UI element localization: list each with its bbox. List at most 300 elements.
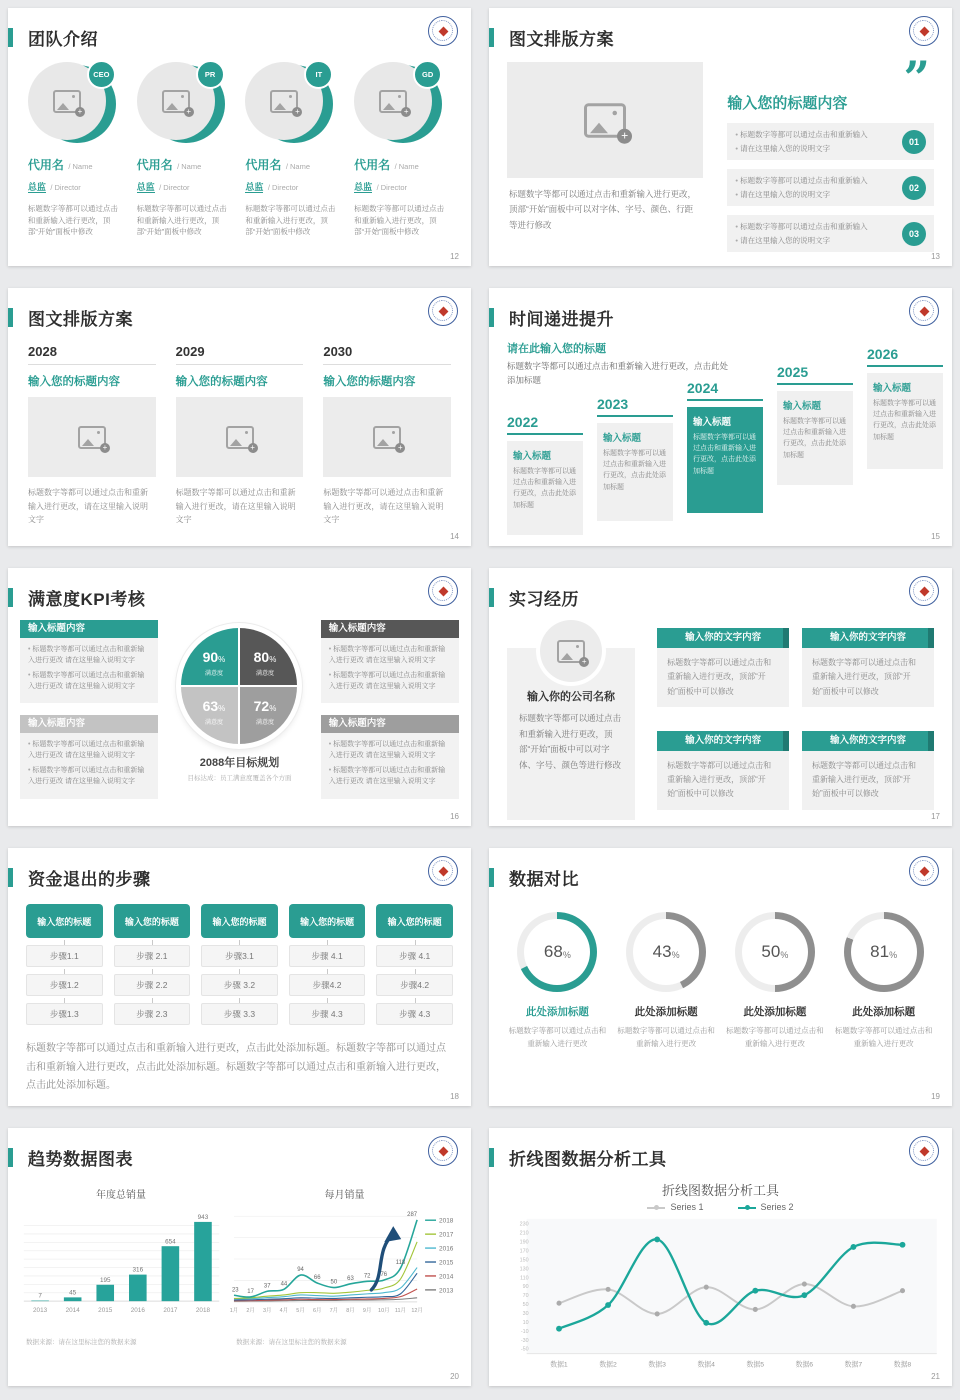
step-cell: 步骤 2.3 — [114, 1003, 191, 1025]
svg-text:9月: 9月 — [362, 1307, 372, 1314]
member-name-en: / Name — [285, 162, 311, 171]
image-placeholder-icon — [373, 426, 401, 449]
intro-body: 标题数字等都可以通过点击和重新输入进行更改，点击此处添加标题 — [507, 361, 729, 385]
school-emblem-icon — [909, 1136, 939, 1166]
svg-text:2017: 2017 — [163, 1306, 178, 1314]
avatar — [245, 62, 333, 146]
year-label: 2022 — [507, 414, 539, 430]
year-column — [323, 344, 451, 535]
slide-header — [8, 288, 471, 336]
step-cell: 步骤3.1 — [201, 945, 278, 967]
card-body: 标题数字等都可以通过点击和重新输入进行更改，顶部“开始”面板中可以修改 — [802, 648, 934, 707]
svg-text:50: 50 — [522, 1302, 529, 1309]
member-role-en: / Director — [159, 183, 190, 192]
donut-stat — [832, 906, 936, 1051]
svg-text:63: 63 — [347, 1275, 354, 1282]
member-name-en: / Name — [394, 162, 419, 171]
member-description: 标题数字等都可以通过点击和重新输入进行更改，顶部“开始”面板中修改 — [27, 204, 118, 237]
column-body: 标题数字等都可以通过点击和重新输入进行更改，请在这里输入说明文字 — [28, 488, 148, 525]
svg-text:190: 190 — [519, 1239, 529, 1246]
chart-title: 年度总销量 — [96, 1190, 147, 1201]
role-badge: PR — [196, 60, 225, 89]
step-column — [289, 904, 366, 1025]
card-body: 标题数字等都可以通过点击和重新输入进行更改，顶部“开始”面板中可以修改 — [657, 751, 789, 810]
image-placeholder-icon — [584, 103, 626, 138]
team-member-card — [354, 62, 451, 238]
step-cell: 步骤 3.2 — [201, 974, 278, 996]
analysis-line-chart — [503, 1214, 939, 1380]
svg-text:2017: 2017 — [439, 1231, 454, 1239]
page-number: 20 — [450, 1372, 459, 1381]
svg-text:2016: 2016 — [130, 1306, 145, 1314]
school-emblem-icon — [909, 856, 939, 886]
svg-text:6月: 6月 — [313, 1307, 322, 1314]
kpi-text-box: 输入标题内容 • 标题数字等都可以通过点击和重新输入进行更改 请在这里输入说明文字 • 标题数字等都可以通过点击和重新输入进行更改 请在这里输入说明文字 — [20, 620, 158, 703]
kpi-pie-chart — [181, 628, 297, 744]
box-heading: 输入标题内容 — [321, 620, 459, 638]
slide-13-image-text-layout[interactable] — [489, 8, 952, 266]
year-label: 2024 — [687, 380, 719, 396]
donut-chart: 68 % — [517, 912, 597, 992]
school-emblem-icon — [909, 16, 939, 46]
column-heading: 输入您的标题 — [376, 904, 453, 938]
image-placeholder-icon — [557, 640, 585, 663]
step-cell: 步骤1.3 — [26, 1003, 103, 1025]
slide-header — [8, 1128, 471, 1176]
step-cell: 步骤 4.3 — [376, 1003, 453, 1025]
numbered-point — [727, 215, 934, 252]
year-label: 2030 — [323, 344, 451, 365]
svg-text:287: 287 — [407, 1211, 418, 1218]
svg-text:数据2: 数据2 — [598, 1361, 617, 1369]
slide-21-line-analysis[interactable] — [489, 1128, 952, 1386]
svg-text:12月: 12月 — [411, 1307, 423, 1314]
slide-title: 时间递进提升 — [509, 309, 614, 329]
image-placeholder-icon — [53, 90, 81, 113]
donut-heading: 此处添加标题 — [852, 1006, 916, 1018]
card-heading: 输入你的文字内容 — [802, 731, 934, 751]
title-accent-bar — [8, 308, 13, 327]
column-heading: 输入您的标题 — [201, 904, 278, 938]
svg-text:2014: 2014 — [65, 1306, 80, 1314]
page-number: 16 — [450, 812, 459, 821]
step-number-badge: 03 — [902, 222, 926, 246]
slide-header — [8, 568, 471, 616]
svg-text:数据4: 数据4 — [696, 1361, 715, 1369]
team-member-card — [245, 62, 342, 238]
point-line: • 请在这里输入您的说明文字 — [735, 234, 892, 248]
slide-header — [489, 1128, 952, 1176]
card-body: 标题数字等都可以通过点击和重新输入进行更改，顶部“开始”面板中可以修改 — [802, 751, 934, 810]
slide-header — [489, 8, 952, 56]
member-role: 总监 — [136, 182, 155, 192]
svg-text:10月: 10月 — [378, 1307, 390, 1314]
svg-text:37: 37 — [264, 1283, 271, 1290]
svg-text:2015: 2015 — [98, 1306, 113, 1314]
page-number: 21 — [931, 1372, 940, 1381]
image-placeholder — [507, 62, 703, 178]
company-avatar — [540, 620, 602, 682]
year-label: 2023 — [597, 396, 629, 412]
svg-text:4月: 4月 — [279, 1307, 289, 1314]
step-column — [201, 904, 278, 1025]
svg-text:2018: 2018 — [439, 1217, 454, 1225]
annual-sales-bar-chart — [16, 1201, 226, 1329]
member-description: 标题数字等都可以通过点击和重新输入进行更改，顶部“开始”面板中修改 — [136, 204, 227, 237]
step-cell: 步骤1.1 — [26, 945, 103, 967]
line-chart-panel — [226, 1180, 463, 1346]
text-card — [802, 628, 934, 718]
pie-segment-label: 90% 满意度 — [202, 648, 226, 677]
svg-text:5月: 5月 — [296, 1307, 305, 1314]
point-line: • 请在这里输入您的说明文字 — [735, 188, 892, 202]
slide-20-trend-charts[interactable] — [8, 1128, 471, 1386]
point-line: • 标题数字等都可以通过点击和重新输入 — [735, 220, 892, 234]
donut-heading: 此处添加标题 — [743, 1006, 807, 1018]
donut-chart: 81 % — [844, 912, 924, 992]
timeline-step — [867, 346, 943, 469]
donut-body: 标题数字等都可以通过点击和重新输入进行更改 — [726, 1026, 824, 1048]
box-heading: 输入标题内容 — [20, 715, 158, 733]
step-column — [376, 904, 453, 1025]
title-accent-bar — [489, 1148, 494, 1167]
svg-text:90: 90 — [522, 1284, 529, 1291]
svg-text:943: 943 — [197, 1213, 209, 1221]
slide-title: 趋势数据图表 — [28, 1149, 133, 1169]
text-card — [657, 628, 789, 718]
image-caption: 标题数字等都可以通过点击和重新输入进行更改，顶部“开始”面板中可以对字体、字号、颜色、行距等进行修改 — [509, 189, 697, 230]
year-column — [176, 344, 304, 535]
member-role: 总监 — [354, 182, 373, 192]
slide-title: 图文排版方案 — [509, 29, 614, 49]
donut-body: 标题数字等都可以通过点击和重新输入进行更改 — [617, 1026, 715, 1048]
step-cell: 步骤4.2 — [376, 974, 453, 996]
year-label: 2025 — [777, 364, 809, 380]
title-accent-bar — [8, 1148, 13, 1167]
donut-heading: 此处添加标题 — [634, 1006, 698, 1018]
column-heading: 输入您的标题 — [26, 904, 103, 938]
step-cell: 步骤 4.1 — [289, 945, 366, 967]
svg-text:10: 10 — [522, 1319, 529, 1326]
donut-body: 标题数字等都可以通过点击和重新输入进行更改 — [508, 1026, 607, 1048]
pie-subcaption: 目标达成：员工满意度覆盖各个方面 — [187, 775, 292, 782]
svg-text:数据8: 数据8 — [893, 1361, 911, 1369]
slide-title: 团队介绍 — [28, 29, 98, 49]
svg-text:2014: 2014 — [439, 1273, 454, 1281]
svg-text:118: 118 — [395, 1260, 406, 1267]
section-heading: 输入您的标题内容 — [727, 95, 848, 112]
data-source-note: 数据来源：请在这里标注您的数据来源 — [26, 1339, 137, 1346]
slide-title: 折线图数据分析工具 — [509, 1149, 667, 1169]
text-card — [802, 731, 934, 821]
school-emblem-icon — [428, 856, 458, 886]
school-emblem-icon — [909, 296, 939, 326]
step-body: 标题数字等都可以通过点击和重新输入进行更改，点击此处添加标题 — [603, 450, 666, 491]
role-badge: IT — [304, 60, 333, 89]
page-number: 14 — [450, 532, 459, 541]
member-name: 代用名 — [27, 158, 64, 172]
card-heading: 输入你的文字内容 — [657, 628, 789, 648]
step-heading: 输入标题 — [693, 417, 732, 428]
team-member-card — [28, 62, 125, 238]
step-column — [114, 904, 191, 1025]
title-accent-bar — [489, 868, 494, 887]
intro-heading: 请在此输入您的标题 — [507, 343, 606, 355]
slide-15-timeline[interactable] — [489, 288, 952, 546]
company-heading: 输入你的公司名称 — [527, 691, 616, 703]
image-placeholder — [28, 397, 156, 477]
school-emblem-icon — [428, 16, 458, 46]
member-name-en: / Name — [177, 162, 202, 171]
avatar — [137, 62, 225, 146]
team-member-card — [137, 62, 234, 238]
page-number: 17 — [931, 812, 940, 821]
chart-legend — [489, 1202, 952, 1212]
svg-text:2018: 2018 — [195, 1306, 211, 1314]
slide-title: 资金退出的步骤 — [28, 869, 151, 889]
svg-text:2015: 2015 — [439, 1259, 454, 1267]
svg-text:3月: 3月 — [263, 1307, 272, 1314]
donut-chart: 43 % — [626, 912, 706, 992]
member-role-en: / Director — [376, 183, 408, 192]
company-body: 标题数字等都可以通过点击和重新输入进行更改，顶部“开始”面板中可以对字体、字号、颜色等进行修改 — [519, 713, 622, 771]
series1-swatch-icon — [647, 1207, 665, 1209]
svg-text:45: 45 — [69, 1289, 77, 1297]
svg-text:44: 44 — [280, 1281, 288, 1288]
donut-heading: 此处添加标题 — [525, 1006, 589, 1018]
svg-text:66: 66 — [313, 1275, 321, 1282]
chart-title: 每月销量 — [324, 1190, 365, 1201]
slide-header — [8, 848, 471, 896]
timeline-step — [777, 364, 853, 485]
page-number: 15 — [931, 532, 940, 541]
card-body: 标题数字等都可以通过点击和重新输入进行更改，顶部“开始”面板中可以修改 — [657, 648, 789, 707]
step-body: 标题数字等都可以通过点击和重新输入进行更改，点击此处添加标题 — [783, 418, 846, 459]
step-cell: 步骤1.2 — [26, 974, 103, 996]
svg-text:230: 230 — [519, 1221, 529, 1228]
numbered-point — [727, 169, 934, 206]
slide-14-image-text-columns[interactable] — [8, 288, 471, 546]
slide-title: 图文排版方案 — [28, 309, 133, 329]
column-heading: 输入您的标题内容 — [175, 376, 268, 388]
year-label: 2029 — [176, 344, 304, 365]
page-number: 12 — [450, 252, 459, 261]
bar-chart-panel — [16, 1180, 226, 1346]
slide-16-kpi[interactable] — [8, 568, 471, 826]
kpi-text-box: 输入标题内容 • 标题数字等都可以通过点击和重新输入进行更改 请在这里输入说明文字 • 标题数字等都可以通过点击和重新输入进行更改 请在这里输入说明文字 — [20, 715, 158, 798]
svg-text:数据5: 数据5 — [746, 1361, 764, 1369]
school-emblem-icon — [428, 576, 458, 606]
svg-text:210: 210 — [519, 1230, 529, 1237]
title-accent-bar — [8, 868, 13, 887]
chart-title: 折线图数据分析工具 — [661, 1183, 779, 1198]
svg-text:70: 70 — [522, 1293, 529, 1300]
step-body: 标题数字等都可以通过点击和重新输入进行更改，点击此处添加标题 — [873, 400, 936, 441]
svg-text:195: 195 — [99, 1276, 111, 1284]
image-placeholder-icon — [162, 90, 190, 113]
team-members — [8, 56, 471, 238]
title-accent-bar — [489, 308, 494, 327]
svg-text:-30: -30 — [520, 1337, 529, 1344]
step-number-badge: 02 — [902, 176, 926, 200]
column-heading: 输入您的标题内容 — [323, 376, 416, 388]
legend-series-2: Series 2 — [738, 1202, 794, 1212]
page-number: 13 — [931, 252, 940, 261]
slide-title: 实习经历 — [509, 589, 579, 609]
svg-text:130: 130 — [519, 1266, 529, 1273]
svg-text:2013: 2013 — [439, 1287, 454, 1295]
role-badge: GD — [413, 60, 442, 89]
column-body: 标题数字等都可以通过点击和重新输入进行更改，请在这里输入说明文字 — [323, 488, 444, 525]
pie-caption: 2088年目标规划 — [199, 757, 280, 769]
card-heading: 输入你的文字内容 — [802, 628, 934, 648]
column-heading: 输入您的标题内容 — [28, 376, 120, 388]
title-accent-bar — [8, 28, 13, 47]
slide-12-team-intro[interactable] — [8, 8, 471, 266]
member-role: 总监 — [245, 182, 264, 192]
step-number-badge: 01 — [902, 130, 926, 154]
svg-text:654: 654 — [165, 1238, 176, 1246]
svg-text:数据3: 数据3 — [647, 1361, 666, 1369]
avatar — [28, 62, 116, 146]
slide-title: 数据对比 — [509, 869, 579, 889]
svg-text:8月: 8月 — [346, 1307, 355, 1314]
image-placeholder — [176, 397, 304, 477]
role-badge: CEO — [87, 60, 116, 89]
column-body: 标题数字等都可以通过点击和重新输入进行更改，请在这里输入说明文字 — [175, 488, 296, 525]
step-body: 标题数字等都可以通过点击和重新输入进行更改，点击此处添加标题 — [693, 434, 756, 475]
slide-header — [8, 8, 471, 56]
member-name: 代用名 — [354, 158, 391, 172]
step-heading: 输入标题 — [873, 383, 912, 394]
slide-18-steps[interactable] — [8, 848, 471, 1106]
school-emblem-icon — [909, 576, 939, 606]
slide-title: 满意度KPI考核 — [28, 589, 146, 609]
avatar — [354, 62, 442, 146]
step-cell: 步骤 3.3 — [201, 1003, 278, 1025]
step-cell: 步骤 4.1 — [376, 945, 453, 967]
step-heading: 输入标题 — [603, 433, 642, 444]
svg-text:2013: 2013 — [33, 1306, 48, 1314]
member-name-en: / Name — [68, 162, 93, 171]
svg-text:50: 50 — [330, 1279, 338, 1286]
page-number: 18 — [450, 1092, 459, 1101]
member-description: 标题数字等都可以通过点击和重新输入进行更改，顶部“开始”面板中修改 — [245, 204, 336, 237]
step-heading: 输入标题 — [513, 451, 552, 462]
member-name: 代用名 — [245, 158, 282, 172]
school-emblem-icon — [428, 296, 458, 326]
member-description: 标题数字等都可以通过点击和重新输入进行更改，顶部“开始”面板中修改 — [354, 204, 445, 237]
svg-text:7: 7 — [38, 1292, 42, 1300]
timeline-step-highlight — [687, 380, 763, 513]
svg-text:170: 170 — [519, 1248, 529, 1255]
slide-header — [489, 568, 952, 616]
kpi-text-box: 输入标题内容 • 标题数字等都可以通过点击和重新输入进行更改 请在这里输入说明文字 • 标题数字等都可以通过点击和重新输入进行更改 请在这里输入说明文字 — [321, 620, 459, 703]
image-placeholder — [323, 397, 451, 477]
data-source-note: 数据来源：请在这里标注您的数据来源 — [236, 1339, 347, 1346]
company-panel — [507, 648, 635, 820]
svg-text:11月: 11月 — [394, 1307, 407, 1314]
svg-text:94: 94 — [297, 1267, 304, 1274]
svg-text:数据1: 数据1 — [549, 1361, 568, 1369]
donut-body: 标题数字等都可以通过点击和重新输入进行更改 — [834, 1026, 933, 1048]
svg-text:数据7: 数据7 — [844, 1361, 862, 1369]
monthly-sales-line-chart — [226, 1201, 463, 1329]
member-name: 代用名 — [136, 158, 173, 172]
svg-text:-50: -50 — [520, 1346, 529, 1353]
slide-header — [489, 848, 952, 896]
step-body: 标题数字等都可以通过点击和重新输入进行更改，点击此处添加标题 — [513, 468, 576, 509]
svg-text:17: 17 — [247, 1288, 255, 1295]
step-cell: 步骤 4.3 — [289, 1003, 366, 1025]
svg-text:72: 72 — [363, 1273, 371, 1280]
donut-chart: 50 % — [735, 912, 815, 992]
slide-17-internship[interactable] — [489, 568, 952, 826]
point-line: • 请在这里输入您的说明文字 — [735, 142, 892, 156]
text-card — [657, 731, 789, 821]
school-emblem-icon — [428, 1136, 458, 1166]
step-cell: 步骤4.2 — [289, 974, 366, 996]
year-label: 2026 — [867, 346, 899, 362]
member-role: 总监 — [27, 182, 46, 192]
pie-segment-label: 72% 满意度 — [253, 697, 277, 726]
description-paragraph: 标题数字等都可以通过点击和重新输入进行更改，点击此处添加标题。标题数字等都可以通过点击和重新输入进行更改，点击此处添加标题。标题数字等都可以通过点击和重新输入进行更改，点击此处添加标题。 — [26, 1043, 446, 1091]
box-heading: 输入标题内容 — [321, 715, 459, 733]
point-line: • 标题数字等都可以通过点击和重新输入 — [735, 128, 892, 142]
step-heading: 输入标题 — [783, 401, 822, 412]
box-heading: 输入标题内容 — [20, 620, 158, 638]
member-role-en: / Director — [50, 183, 81, 192]
point-line: • 标题数字等都可以通过点击和重新输入 — [735, 174, 892, 188]
timeline-step — [507, 414, 583, 535]
step-column — [26, 904, 103, 1025]
series2-swatch-icon — [738, 1207, 756, 1209]
slide-header — [489, 288, 952, 336]
title-accent-bar — [489, 28, 494, 47]
year-label: 2028 — [28, 344, 156, 365]
image-placeholder-icon — [78, 426, 106, 449]
svg-text:23: 23 — [232, 1287, 239, 1294]
member-role-en: / Director — [267, 183, 299, 192]
card-heading: 输入你的文字内容 — [657, 731, 789, 751]
donut-stat — [505, 906, 609, 1051]
legend-series-1: Series 1 — [647, 1202, 703, 1212]
kpi-text-box: 输入标题内容 • 标题数字等都可以通过点击和重新输入进行更改 请在这里输入说明文字 • 标题数字等都可以通过点击和重新输入进行更改 请在这里输入说明文字 — [321, 715, 459, 798]
svg-text:1月: 1月 — [229, 1307, 239, 1314]
svg-text:数据6: 数据6 — [795, 1361, 813, 1369]
quote-icon — [727, 66, 930, 90]
svg-text:150: 150 — [519, 1257, 529, 1264]
svg-text:110: 110 — [519, 1275, 529, 1282]
step-cell: 步骤 2.1 — [114, 945, 191, 967]
year-column — [28, 344, 156, 535]
timeline-step — [597, 396, 673, 521]
numbered-point — [727, 123, 934, 160]
column-heading: 输入您的标题 — [289, 904, 366, 938]
image-placeholder-icon — [270, 90, 298, 113]
donut-stat — [614, 906, 718, 1051]
image-placeholder-icon — [226, 426, 254, 449]
title-accent-bar — [489, 588, 494, 607]
title-accent-bar — [8, 588, 13, 607]
svg-text:316: 316 — [132, 1266, 144, 1274]
svg-text:7月: 7月 — [329, 1307, 339, 1314]
slide-19-data-compare[interactable] — [489, 848, 952, 1106]
svg-text:30: 30 — [522, 1310, 529, 1317]
column-heading: 输入您的标题 — [114, 904, 191, 938]
image-placeholder-icon — [379, 90, 407, 113]
svg-text:2月: 2月 — [246, 1307, 255, 1314]
